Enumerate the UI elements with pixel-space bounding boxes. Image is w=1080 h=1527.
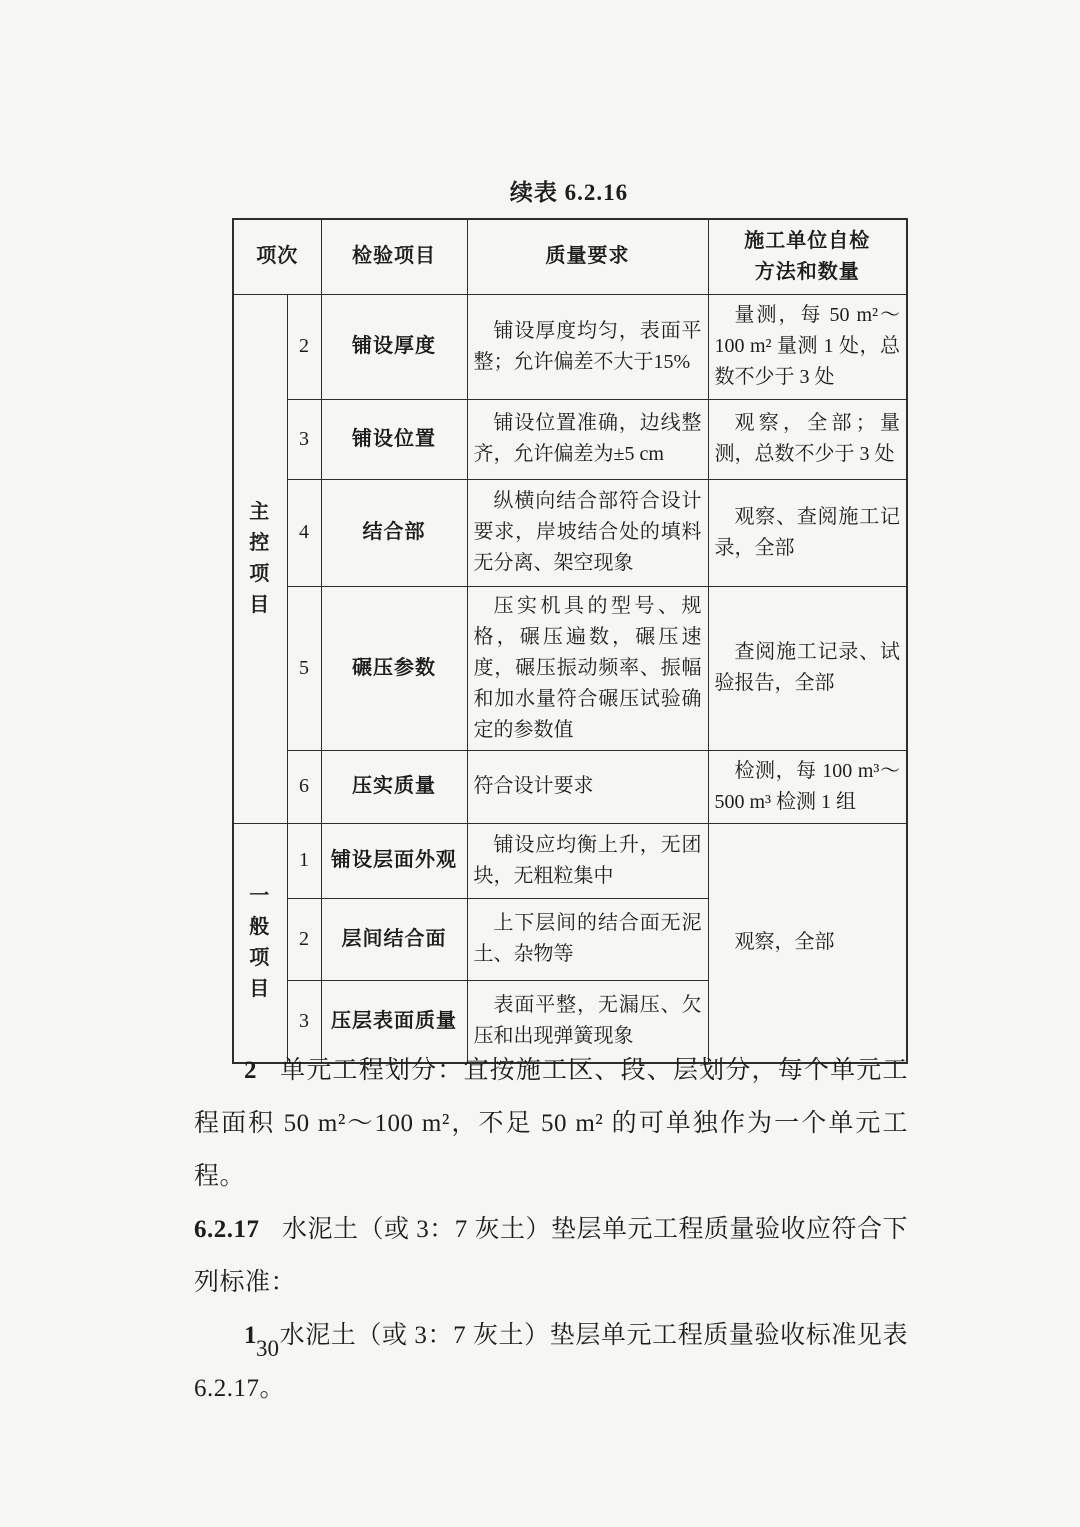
- inspection-method-shared: 观察，全部: [708, 823, 907, 1063]
- row-number: 3: [287, 980, 321, 1063]
- clause-6-2-17: [194, 1203, 908, 1309]
- quality-requirement: 铺设应均衡上升，无团块，无粗粒集中: [467, 823, 708, 898]
- inspection-method: 观察，全部；量测，总数不少于 3 处: [708, 399, 907, 479]
- inspection-item: 压实质量: [321, 750, 467, 823]
- table-row: [233, 294, 907, 399]
- row-number: 5: [287, 586, 321, 750]
- header-inspection-item: 检验项目: [321, 219, 467, 294]
- header-method-line2: 方法和数量: [754, 260, 860, 283]
- table-row: [233, 823, 907, 898]
- row-number: 1: [287, 823, 321, 898]
- inspection-item: 压层表面质量: [321, 980, 467, 1063]
- header-method-line1: 施工单位自检: [744, 229, 871, 252]
- inspection-method: 查阅施工记录、试验报告，全部: [708, 586, 907, 750]
- header-quality-requirement: 质量要求: [467, 219, 708, 294]
- table-row: [233, 399, 907, 479]
- inspection-method: 量测，每 50 m²～100 m² 量测 1 处，总数不少于 3 处: [708, 294, 907, 399]
- inspection-item: 铺设厚度: [321, 294, 467, 399]
- category-general: 一般项目: [233, 823, 287, 1063]
- clause-text: 水泥土（或 3：7 灰土）垫层单元工程质量验收应符合下列标准：: [194, 1216, 909, 1296]
- paragraph-text: 水泥土（或 3：7 灰土）垫层单元工程质量验收标准见表 6.2.17。: [194, 1322, 908, 1402]
- list-item-number: 2: [244, 1057, 257, 1084]
- body-text: [194, 1044, 908, 1415]
- table-row: [233, 750, 907, 823]
- inspection-item: 层间结合面: [321, 898, 467, 980]
- paragraph-unit-division: [194, 1044, 908, 1203]
- quality-requirement: 符合设计要求: [467, 750, 708, 823]
- table-title: 续表 6.2.16: [509, 180, 629, 205]
- quality-inspection-table: [232, 218, 908, 1064]
- quality-requirement: 铺设厚度均匀，表面平整；允许偏差不大于15%: [467, 294, 708, 399]
- inspection-item: 结合部: [321, 479, 467, 586]
- table-header-row: [233, 219, 907, 294]
- row-number: 2: [287, 898, 321, 980]
- row-number: 6: [287, 750, 321, 823]
- inspection-item: 碾压参数: [321, 586, 467, 750]
- category-main-control: 主控项目: [233, 294, 287, 823]
- paragraph-text: 单元工程划分：宜按施工区、段、层划分，每个单元工程面积 50 m²～100 m²，不足 50 m² 的可单独作为一个单元工程。: [194, 1057, 908, 1190]
- quality-requirement: 上下层间的结合面无泥土、杂物等: [467, 898, 708, 980]
- row-number: 2: [287, 294, 321, 399]
- row-number: 4: [287, 479, 321, 586]
- page-number: 30: [256, 1336, 279, 1361]
- clause-number: 6.2.17: [194, 1216, 260, 1243]
- quality-requirement: 压实机具的型号、规格，碾压遍数，碾压速度，碾压振动频率、振幅和加水量符合碾压试验确定的参数值: [467, 586, 708, 750]
- quality-requirement: 铺设位置准确，边线整齐，允许偏差为±5 cm: [467, 399, 708, 479]
- quality-requirement: 表面平整，无漏压、欠压和出现弹簧现象: [467, 980, 708, 1063]
- row-number: 3: [287, 399, 321, 479]
- paragraph-acceptance-standard: [194, 1309, 908, 1415]
- quality-requirement: 纵横向结合部符合设计要求，岸坡结合处的填料无分离、架空现象: [467, 479, 708, 586]
- list-item-number: 1: [244, 1322, 257, 1349]
- table-row: [233, 479, 907, 586]
- inspection-method: 观察、查阅施工记录，全部: [708, 479, 907, 586]
- table-row: [233, 586, 907, 750]
- inspection-item: 铺设层面外观: [321, 823, 467, 898]
- header-item-no: 项次: [233, 219, 321, 294]
- inspection-method: 检测，每 100 m³～500 m³ 检测 1 组: [708, 750, 907, 823]
- header-method: [708, 219, 907, 294]
- inspection-item: 铺设位置: [321, 399, 467, 479]
